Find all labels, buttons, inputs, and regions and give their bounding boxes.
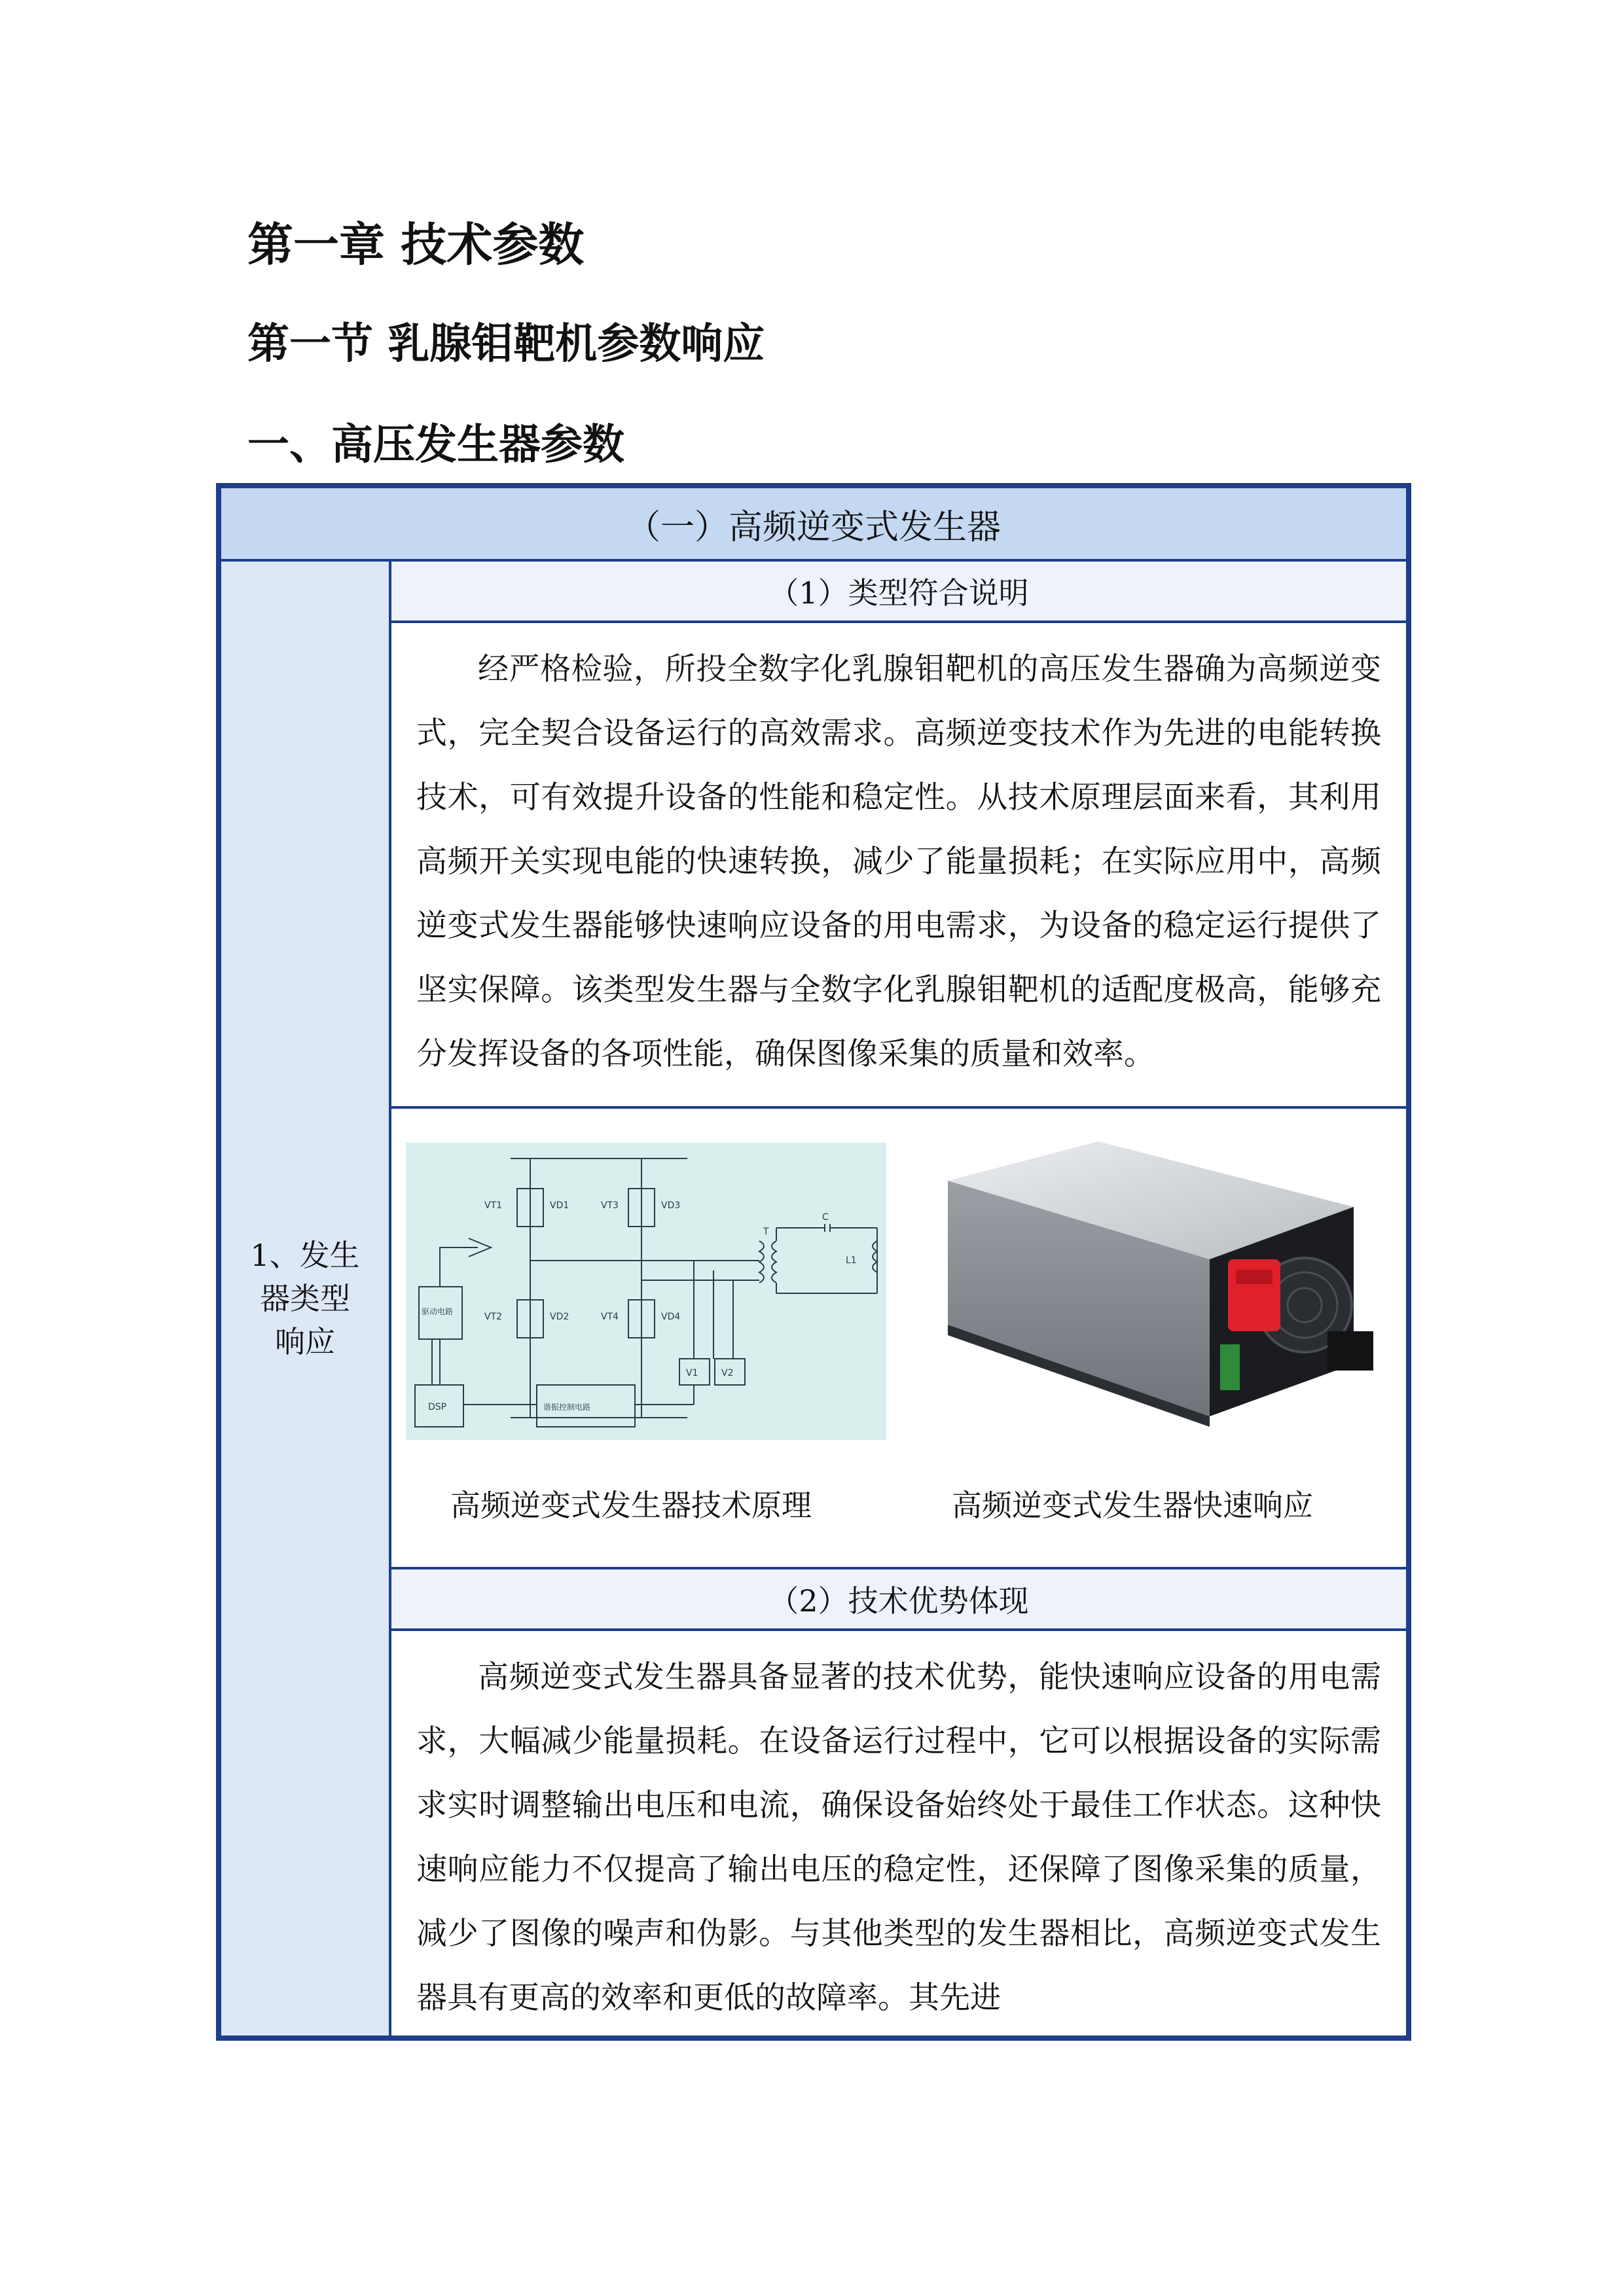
circuit-label: L1 [846, 1255, 857, 1266]
circuit-label: V2 [721, 1368, 734, 1378]
section-title: 第一节 乳腺钼靶机参数响应 [247, 320, 765, 368]
row-label-generator-type [219, 560, 390, 2038]
circuit-label: 驱动电路 [422, 1307, 454, 1316]
circuit-label: DSP [428, 1402, 447, 1412]
table-title: （一）高频逆变式发生器 [219, 486, 1409, 560]
circuit-label: VT3 [601, 1200, 619, 1211]
row-label-line: 响应 [275, 1324, 335, 1359]
generator-param-table [216, 483, 1411, 2041]
circuit-label: C [822, 1212, 829, 1223]
part2-body: 高频逆变式发生器具备显著的技术优势，能快速响应设备的用电需求，大幅减少能量损耗。在设备运行过程中，它可以根据设备的实际需求实时调整输出电压和电流，确保设备始终处于最佳工作状态。这种快速响应能力不仅提高了输出电压的稳定性，还保障了图像采集的质量，减少了图像的噪声和伪影。与其他类型的发生器相比，高频逆变式发生器具有更高的效率和更低的故障率。其先进 [390, 1630, 1409, 2038]
row-label-line: 器类型 [260, 1281, 350, 1316]
circuit-label: 谐振控制电路 [543, 1403, 591, 1412]
generator-device-photo [935, 1135, 1380, 1443]
circuit-label: VD3 [661, 1200, 681, 1211]
circuit-label: VT4 [601, 1312, 619, 1322]
part1-heading: （1）类型符合说明 [390, 560, 1409, 622]
part2-heading: （2）技术优势体现 [390, 1568, 1409, 1630]
circuit-diagram [406, 1143, 886, 1440]
circuit-label: V1 [686, 1368, 698, 1378]
chapter-title: 第一章 技术参数 [247, 218, 585, 272]
circuit-label: VT2 [484, 1312, 503, 1322]
circuit-label: T [763, 1227, 769, 1237]
row-label-line: 1、发生 [250, 1238, 360, 1273]
circuit-label: VD1 [550, 1200, 569, 1211]
figure-caption-left: 高频逆变式发生器技术原理 [450, 1488, 812, 1523]
subsection-title: 一、高压发生器参数 [247, 421, 624, 469]
circuit-label: VD4 [661, 1312, 681, 1322]
circuit-label: VD2 [550, 1312, 569, 1322]
figure-caption-right: 高频逆变式发生器快速响应 [952, 1488, 1313, 1523]
figure-cell [390, 1107, 1409, 1568]
part1-body: 经严格检验，所投全数字化乳腺钼靶机的高压发生器确为高频逆变式，完全契合设备运行的高效需求。高频逆变技术作为先进的电能转换技术，可有效提升设备的性能和稳定性。从技术原理层面来看，其利用高频开关实现电能的快速转换，减少了能量损耗；在实际应用中，高频逆变式发生器能够快速响应设备的用电需求，为设备的稳定运行提供了坚实保障。该类型发生器与全数字化乳腺钼靶机的适配度极高，能够充分发挥设备的各项性能，确保图像采集的质量和效率。 [390, 622, 1409, 1107]
circuit-label: VT1 [484, 1200, 503, 1211]
